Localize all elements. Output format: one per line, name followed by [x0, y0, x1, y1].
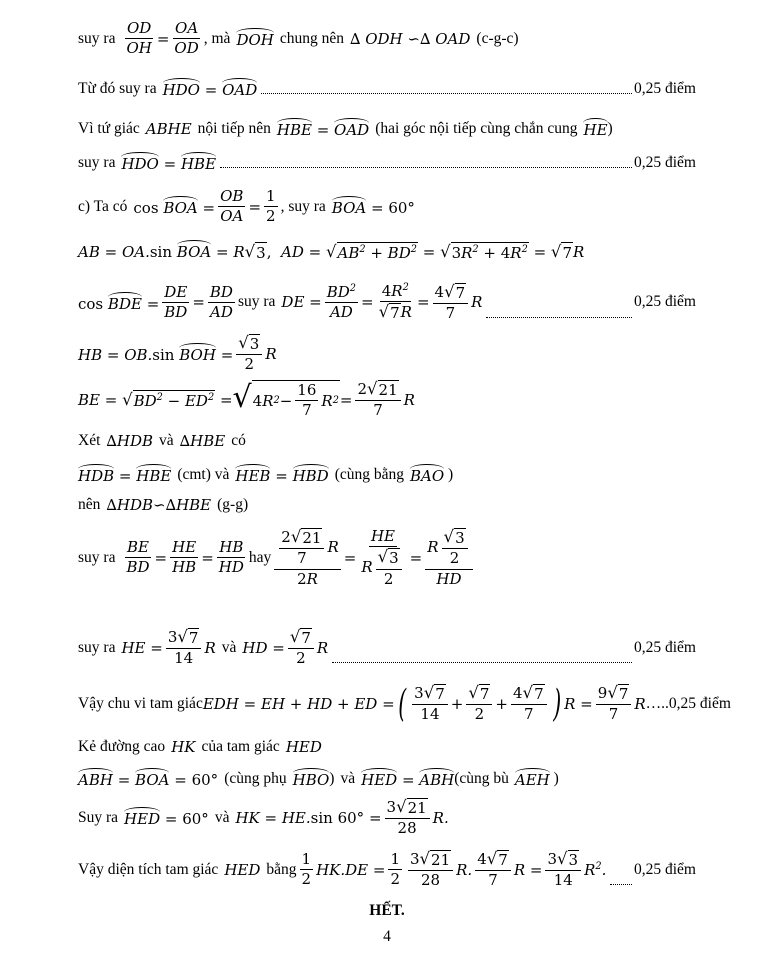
line-be: BE = √ $BD^2 - ED^2$ = √ 4 R 2 − $\frac{16}{7}$ R 2 = 2 √ 21 7 R — [78, 379, 415, 420]
text: có — [231, 432, 246, 449]
line-similar-triangles-1: suy ra $\frac{OD}{OH}$ = $\frac{OA}{OD}$ , mà DOH chung nên ∆ ODH ∽∆ OAD (c-g-c) — [78, 19, 519, 58]
score: 0,25 điểm — [634, 860, 696, 878]
page-number: 4 — [383, 928, 391, 945]
line-cos-bde: cos BDE = $\frac{DE}{BD}$ = $\frac{BD}{AD}$ suy ra DE = $\frac{BD^2}{AD}$ = $4R^2$ √ 7 R = 4 √ 7 7 R 0,25 điểm — [78, 281, 696, 323]
dot-leader — [261, 93, 632, 94]
text: của tam giác — [201, 738, 280, 755]
line-similar-triangles-2: nên ∆HDB∽∆HBE (g-g) — [78, 496, 249, 514]
score: …..0,25 điểm — [645, 694, 731, 712]
text: suy ra — [78, 29, 116, 47]
text: nội tiếp nên — [197, 119, 271, 137]
text: , mà — [203, 29, 231, 47]
text: (c-g-c) — [476, 29, 519, 47]
text: (g-g) — [217, 496, 249, 513]
text: Xét — [78, 432, 101, 449]
text: suy ra — [78, 548, 116, 566]
text: hay — [248, 548, 272, 566]
text: (cùng bù — [454, 769, 509, 787]
text: suy ra — [78, 153, 116, 171]
end-marker: HẾT. — [369, 902, 405, 919]
text: suy ra — [78, 638, 116, 656]
score: 0,25 điểm — [634, 79, 696, 97]
fraction-oa-od: $\frac{OA}{OD}$ — [174, 19, 199, 58]
line-area: Vậy diện tích tam giác HED bằng $\frac{1}{2}$ HK.DE = $\frac{1}{2}$ 3 √ 21 28 R. 4 √ 7 7 R = 3 √ 3 14 $R^2$. 0,25 điểm — [78, 849, 696, 890]
line-consider-triangles: Xét ∆HDB và ∆HBE có — [78, 432, 246, 450]
text: và — [214, 808, 230, 826]
text: (hai góc nội tiếp cùng chắn cung — [375, 119, 578, 137]
text: và — [159, 432, 174, 449]
text: nên — [78, 496, 101, 513]
text: Từ đó suy ra — [78, 79, 157, 97]
score: 0,25 điểm — [634, 638, 696, 656]
text: Vậy chu vi tam giác — [78, 694, 203, 712]
line-hdo-hbe: suy ra HDO = HBE 0,25 điểm — [78, 153, 696, 173]
line-angle-abh: ABH = BOA = 60° (cùng phụ HBO ) và HED = ABH (cùng bù AEH ) — [78, 769, 559, 789]
line-cos-boa: c) Ta có cos BOA = $\frac{OB}{OA}$ = $\frac{1}{2}$ , suy ra BOA = 60° — [78, 187, 415, 226]
text: suy ra — [237, 293, 276, 311]
text: c) Ta có — [78, 197, 128, 215]
fraction-od-oh: $\frac{OD}{OH}$ — [126, 19, 152, 58]
dot-leader — [332, 662, 632, 663]
line-equal-angles: HDB = HBE (cmt) và HEB = HBD (cùng bằng BAO ) — [78, 465, 454, 485]
line-he-hd: suy ra HE = 3 √ 7 14 R và HD = √ 7 2 R 0,25 điểm — [78, 627, 696, 668]
line-ab-ad: AB = OA.sin BOA = R √ 3 , AD = √ $AB^2 + BD^2$ = √ $3R^2 + 4R^2$ = √ 7 R — [78, 242, 585, 262]
text: , suy ra — [280, 197, 326, 215]
text: (cmt) và — [177, 465, 230, 483]
text: Vậy diện tích tam giác — [78, 860, 219, 878]
text: chung nên — [279, 29, 344, 47]
text: và — [340, 769, 356, 787]
line-cyclic-quad: Vì tứ giác ABHE nội tiếp nên HBE = OAD (hai góc nội tiếp cùng chắn cung HE ) — [78, 119, 613, 139]
text: (cùng phụ — [224, 769, 287, 787]
text: Suy ra — [78, 808, 119, 826]
text: và — [221, 638, 237, 656]
line-hb: HB = OB.sin BOH = √ 3 2 R — [78, 333, 277, 374]
score: 0,25 điểm — [634, 293, 696, 311]
dot-leader — [220, 167, 632, 168]
text: bằng — [266, 860, 297, 878]
score: 0,25 điểm — [634, 153, 696, 171]
line-hdo-oad: Từ đó suy ra HDO = OAD 0,25 điểm — [78, 79, 696, 99]
text: (cùng bằng — [334, 465, 404, 483]
line-altitude: Kẻ đường cao HK của tam giác HED — [78, 738, 322, 756]
text: Kẻ đường cao — [78, 738, 166, 755]
text: Vì tứ giác — [78, 119, 140, 137]
dot-leader — [610, 884, 632, 885]
line-ratios: suy ra $\frac{BE}{BD}$ = $\frac{HE}{HB}$ = $\frac{HB}{HD}$ hay 2 √ 21 7 R 2R = HE R √ 3 2 = R √ 3 2 HD — [78, 528, 476, 588]
dot-leader — [486, 317, 632, 318]
line-hk: Suy ra HED = 60° và HK = HE.sin 60° = 3 √ 21 28 R. — [78, 797, 449, 838]
line-perimeter: Vậy chu vi tam giác EDH = EH + HD + ED = ( 3 √ 7 14 + √ 7 2 + 4 √ 7 7 ) R = 9 √ 7 7 R …..0,25 điểm — [78, 681, 731, 726]
